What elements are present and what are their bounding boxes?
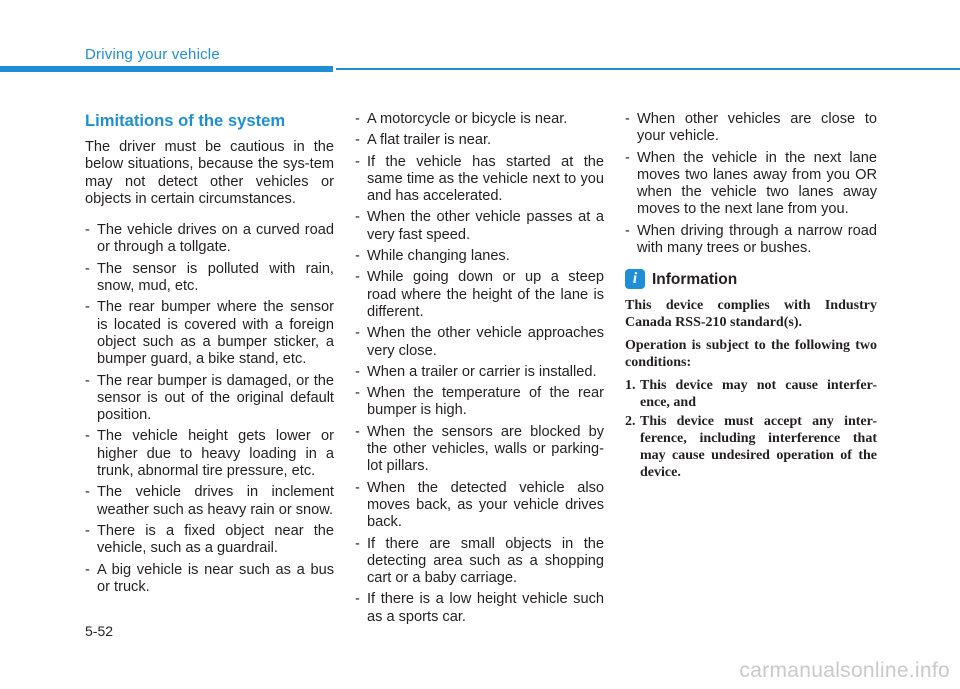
condition-item <box>625 413 877 481</box>
header-rule-thin <box>336 68 960 70</box>
intro-paragraph: The driver must be cautious in the below situations, because the sys-tem may not detect other vehicles or objects in certain circumstances. <box>85 139 334 207</box>
list-item: - When the other vehicle passes at a very fast speed. <box>355 209 604 244</box>
information-text-conditions: Operation is subject to the following two conditions: <box>625 338 877 371</box>
list-item: - A flat trailer is near. <box>355 132 604 149</box>
header-rule-thick <box>0 66 333 72</box>
list-item: - A big vehicle is near such as a bus or truck. <box>85 562 334 597</box>
section-title: Limitations of the system <box>85 111 286 130</box>
limitations-list-1 <box>85 222 334 596</box>
list-item: - The sensor is polluted with rain, snow, mud, etc. <box>85 261 334 296</box>
information-title: Information <box>652 270 738 288</box>
watermark-text: carmanualsonline.info <box>739 659 950 682</box>
list-item: - The rear bumper where the sensor is located is covered with a foreign object such as a bumper sticker, a bumper guard, a bike stand, etc. <box>85 299 334 368</box>
list-item: - When driving through a narrow road with many trees or bushes. <box>625 223 877 258</box>
page-number: 5-52 <box>85 623 114 639</box>
list-item: - A motorcycle or bicycle is near. <box>355 111 604 128</box>
list-item: - When other vehicles are close to your vehicle. <box>625 111 877 146</box>
list-item: - The vehicle drives on a curved road or through a tollgate. <box>85 222 334 257</box>
list-item: - While going down or up a steep road where the height of the lane is different. <box>355 269 604 321</box>
condition-number: 1. <box>625 378 636 394</box>
list-item: - If there are small objects in the detecting area such as a shopping cart or a baby carriage. <box>355 536 604 588</box>
conditions-list <box>625 377 877 481</box>
condition-number: 2. <box>625 414 636 430</box>
list-item: - The rear bumper is damaged, or the sensor is out of the original default position. <box>85 373 334 425</box>
list-item: - If the vehicle has started at the same time as the vehicle next to you and has accelerated. <box>355 154 604 206</box>
list-item: - When the sensors are blocked by the other vehicles, walls or parking-lot pillars. <box>355 424 604 476</box>
limitations-list-2 <box>355 111 604 626</box>
information-text-compliance: This device complies with Industry Canada RSS-210 standard(s). <box>625 298 877 331</box>
list-item: - The vehicle drives in inclement weather such as heavy rain or snow. <box>85 484 334 519</box>
condition-text: This device must accept any inter-ference, including interference that may cause undesired operation of the device. <box>640 414 877 481</box>
list-item: - When the temperature of the rear bumper is high. <box>355 385 604 420</box>
limitations-list-3 <box>625 111 877 257</box>
list-item: - While changing lanes. <box>355 248 604 265</box>
section-header: Driving your vehicle <box>85 46 220 63</box>
information-header <box>625 269 877 289</box>
list-item: - The vehicle height gets lower or higher due to heavy loading in a trunk, abnormal tire pressure, etc. <box>85 428 334 480</box>
condition-text: This device may not cause interfer-ence, and <box>640 378 877 411</box>
list-item: - When the vehicle in the next lane moves two lanes away from you OR when the vehicle two lanes away moves to the next lane from you. <box>625 150 877 219</box>
info-icon: i <box>625 269 645 289</box>
list-item: - When the detected vehicle also moves back, as your vehicle drives back. <box>355 480 604 532</box>
column-3 <box>625 111 877 483</box>
list-item: - When a trailer or carrier is installed. <box>355 364 604 381</box>
condition-item <box>625 377 877 411</box>
list-item: - There is a fixed object near the vehicle, such as a guardrail. <box>85 523 334 558</box>
column-2 <box>355 111 604 630</box>
list-item: - If there is a low height vehicle such as a sports car. <box>355 591 604 626</box>
column-1 <box>85 111 334 600</box>
list-item: - When the other vehicle approaches very close. <box>355 325 604 360</box>
